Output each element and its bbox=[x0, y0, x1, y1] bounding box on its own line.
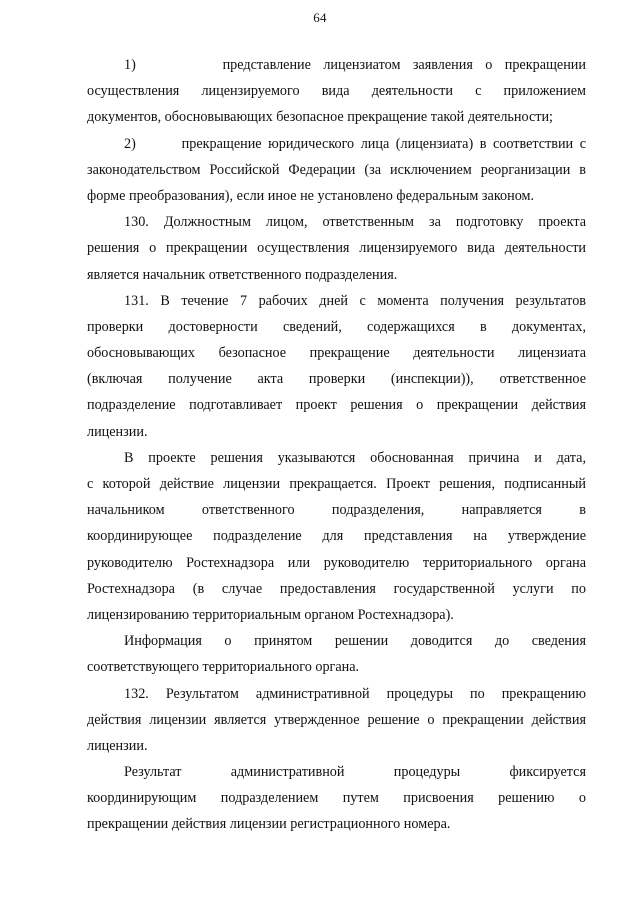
text-line: координирующим подразделением путем присвоения решению о bbox=[87, 790, 586, 807]
paragraph-clause-132 bbox=[87, 681, 586, 760]
paragraph-item-2 bbox=[87, 131, 586, 210]
text-line: осуществления лицензируемого вида деятельности с приложением bbox=[87, 83, 586, 100]
text-line: действия лицензии является утвержденное решение о прекращении действия bbox=[87, 711, 586, 728]
text-line: начальником ответственного подразделения, направляется в bbox=[87, 502, 586, 519]
document-body bbox=[87, 52, 586, 838]
text-line: лицензии. bbox=[87, 737, 148, 754]
text-line: лицензии. bbox=[87, 423, 148, 440]
text-line: с которой действие лицензии прекращается. Проект решения, подписанный bbox=[87, 476, 586, 492]
text-line: обосновывающих безопасное прекращение деятельности лицензиата bbox=[87, 345, 586, 362]
text-line: 130. Должностным лицом, ответственным за подготовку проекта bbox=[124, 214, 586, 231]
text-line: 132. Результатом административной процедуры по прекращению bbox=[124, 685, 586, 702]
paragraph-result-recording bbox=[87, 759, 586, 838]
paragraph-draft-decision bbox=[87, 445, 586, 628]
text-line: Ростехнадзора (в случае предоставления государственной услуги по bbox=[87, 580, 586, 597]
text-line: форме преобразования), если иное не установлено федеральным законом. bbox=[87, 187, 535, 204]
paragraph-information bbox=[87, 628, 586, 680]
paragraph-clause-131 bbox=[87, 288, 586, 445]
text-line: решения о прекращении осуществления лицензируемого вида деятельности bbox=[87, 240, 586, 257]
text-line: прекращении действия лицензии регистрационного номера. bbox=[87, 816, 451, 833]
text-line: соответствующего территориального органа. bbox=[87, 659, 360, 676]
paragraph-item-1 bbox=[87, 52, 586, 131]
text-line: проверки достоверности сведений, содержащихся в документах, bbox=[87, 318, 586, 335]
text-line: 2) прекращение юридического лица (лицензиата) в соответствии с bbox=[124, 135, 586, 152]
text-line: законодательством Российской Федерации (за исключением реорганизации в bbox=[87, 161, 586, 178]
text-line: руководителю Ростехнадзора или руководителю территориального органа bbox=[87, 554, 586, 571]
text-line: документов, обосновывающих безопасное прекращение такой деятельности; bbox=[87, 109, 553, 126]
text-line: 131. В течение 7 рабочих дней с момента получения результатов bbox=[124, 292, 586, 309]
text-line: 1) представление лицензиатом заявления о прекращении bbox=[124, 57, 586, 73]
text-line: (включая получение акта проверки (инспекции)), ответственное bbox=[87, 371, 586, 388]
page-number: 64 bbox=[313, 10, 327, 25]
text-line: является начальник ответственного подразделения. bbox=[87, 266, 398, 283]
text-line: Результат административной процедуры фиксируется bbox=[124, 764, 586, 781]
text-line: подразделение подготавливает проект решения о прекращении действия bbox=[87, 397, 586, 414]
text-line: В проекте решения указываются обоснованная причина и дата, bbox=[124, 449, 586, 466]
text-line: Информация о принятом решении доводится до сведения bbox=[124, 633, 586, 650]
text-line: координирующее подразделение для представления на утверждение bbox=[87, 528, 586, 545]
text-line: лицензированию территориальным органом Ростехнадзора). bbox=[87, 606, 454, 623]
paragraph-clause-130 bbox=[87, 209, 586, 288]
